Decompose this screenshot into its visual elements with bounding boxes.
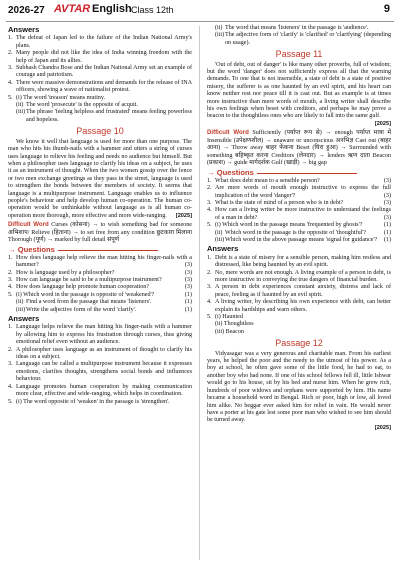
question-line	[215, 207, 391, 222]
question-item	[8, 270, 192, 277]
question-number: 4.	[8, 284, 13, 291]
answer-text: Many people did not like the idea of India winning freedom with the help of Japan and its allies.	[16, 50, 192, 64]
answer-item	[8, 324, 192, 346]
questions-label: Questions	[17, 245, 55, 255]
answer-subnumber: (iii)	[16, 109, 26, 116]
question-item	[207, 178, 391, 185]
questions-heading	[207, 169, 391, 176]
answer-pair	[207, 321, 391, 328]
answer-number: 5.	[8, 398, 13, 405]
answer-subitem	[207, 329, 391, 336]
answer-item	[8, 35, 192, 50]
answer-subnumber: (ii)	[215, 25, 223, 31]
question-line	[26, 307, 192, 314]
question-subnumber: (ii)	[215, 229, 223, 236]
answer-item	[8, 347, 192, 362]
answer-subitem	[207, 32, 391, 47]
marks: (3)	[383, 199, 391, 206]
answer-subnumber: (iii)	[215, 32, 225, 39]
header-subject: English	[92, 3, 132, 15]
passage-text	[8, 139, 192, 220]
question-item	[8, 255, 192, 270]
marks: (3)	[383, 192, 391, 199]
answer-text: A philosopher uses language as an instrument of thought to clarify his ideas on a subject.	[16, 346, 192, 361]
marks: (3)	[184, 277, 192, 283]
question-line	[225, 230, 391, 237]
question-subnumber: (ii)	[16, 299, 24, 306]
answer-item	[8, 399, 192, 406]
answer-text: The adjective form of 'clarify' is 'clarified' or 'clarifying' (depending on usage).	[225, 32, 391, 46]
questions-label: Questions	[216, 168, 254, 178]
question-text: Are mere words of mouth enough instructive to express the full implication of the word 'danger'?	[215, 185, 391, 199]
answer-number: 2.	[207, 269, 212, 276]
year-tag: [2025]	[175, 212, 192, 219]
answer-text: (i) The word 'treason' means mutiny.	[16, 94, 106, 101]
marks: (3)	[184, 284, 192, 291]
question-line	[26, 299, 192, 306]
question-line	[215, 222, 391, 229]
answer-item	[8, 65, 192, 80]
passage-text	[207, 351, 391, 425]
header-rule	[6, 21, 394, 22]
marks: (1)	[383, 236, 391, 243]
question-item	[207, 222, 391, 229]
marks: (3)	[184, 269, 192, 276]
answer-text: Subhash Chandra Bose and the Indian National Army set an example of courage and patriotism.	[16, 65, 192, 79]
answer-item	[8, 361, 192, 383]
difficult-word-title: Difficult Word	[8, 221, 49, 229]
question-text: Which word in the passage is the opposite of 'thoughtful'?	[225, 229, 367, 236]
passage-body: We know it well that language is used for more than one purpose. The man who hits his thumb-nails with a hammer and utters a string of curses uses language to relieve his feeling and needs no audience but himself. But when a philosopher uses language to clarify his ideas on a subject, he uses it as an instrument of thought. When the two women gossip over the fence or two men exchange greetings as they pass in the street, language is used to strengthen the bonds between the members of society. It seems that language is a multipurpose instrument. Language enables us to influence people's behaviour and help develop human co-operation. The human co-operation would be unthinkable without language as is all human co-operation more thorough, more effective and more wide-ranging.	[8, 138, 192, 219]
question-item	[207, 185, 391, 200]
answer-text: A person in debt experiences constant anxiety, distress and lack of peace, feeling as if haunted by an evil spirit.	[215, 284, 391, 298]
answer-text: (iii) Beacon	[215, 328, 244, 335]
answer-text: Language promotes human cooperation by making communication more clear, effective and wide-ranging, which helps in coordination.	[16, 383, 192, 398]
difficult-words	[8, 221, 192, 244]
marks: (3)	[383, 214, 391, 221]
answer-text: (i) Haunted	[215, 314, 243, 321]
question-line	[16, 270, 192, 277]
question-text: Find a word from the passage that means 'listeners'.	[26, 299, 152, 306]
answer-number: 1.	[8, 324, 13, 331]
question-subitem	[207, 237, 391, 244]
marks: (3)	[383, 177, 391, 184]
question-item	[207, 207, 391, 222]
question-text: What does debt mean to a sensible person?	[215, 177, 320, 184]
answer-text: (ii) Thoughtless	[215, 321, 254, 328]
question-number: 1.	[207, 177, 212, 184]
question-text: How does language help relieve the man hitting his finger-nails with a hammer?	[16, 254, 192, 269]
question-number: 5.	[8, 291, 13, 298]
question-line	[215, 185, 391, 200]
answer-text: (i) The word opposite of 'weaken' in the passage is 'strengthen'.	[16, 398, 170, 405]
answer-item	[8, 80, 192, 95]
marks: (3)	[184, 262, 192, 269]
answer-number: 3.	[8, 361, 13, 368]
answer-item	[8, 50, 192, 65]
question-text: Which word in the above passage means 'signal for guidance'?	[225, 236, 378, 243]
question-number: 3.	[207, 199, 212, 206]
answer-item	[207, 270, 391, 285]
marks: (1)	[383, 222, 391, 229]
answer-number: 4.	[8, 383, 13, 390]
answer-number: 2.	[8, 50, 13, 57]
answer-text: The defeat of Japan led to the failure of the Indian National Army's plans.	[16, 35, 192, 49]
question-subnumber: (iii)	[16, 306, 26, 313]
arrow-icon: →	[207, 168, 215, 178]
question-text: (i) Which word in the passage is opposite of 'weakened'?	[16, 291, 155, 298]
passage-body: 'Out of debt, out of danger' is like many other proverbs, full of wisdom; but the word 'danger' does not sufficiently express all that the warning demands. To one that is not insensible, a state of debt is a state of positive misery, the sufferer is as one haunted by an evil spirit, and his heart can know neither rest nor peace till it is cast out. But as example is at times more instructive than mere words of mouth, a living writer shall describe his own feelings when beset with creditors, and perhaps he may prove a beacon to the thoughtless ones who are likely to fall into the same gulf.	[207, 61, 391, 120]
answer-number: 4.	[207, 299, 212, 306]
answer-text: There were massive demonstrations and demands for the release of INA officers, showing a wave of nationalist protest.	[16, 79, 192, 94]
marks: (1)	[184, 306, 192, 313]
question-number: 2.	[207, 185, 212, 192]
answer-item	[8, 384, 192, 399]
difficult-word-text: Curses (कोसना) → to wish something bad for someone अभिशाप/ Relieve (हिताना) → to set free from any condition छुटकारा मिलाना Thorough (पूर्ण) → marked by full detail संपूर्ण	[8, 222, 192, 243]
question-item	[8, 284, 192, 291]
brand-logo: AVTAR	[54, 3, 91, 15]
difficult-word-text: Sufficiently (पर्याप्त रूप से) → enough पर्याप्त मात्रा में Insensible (उपेक्षणशील) → unaware or unconscious अनभिज्ञ Cast out (बाहर आना) → Throw away बाहर फेंकना Beset (घिरा हुआ) → Surrounded with something बहिष्कृत करना Creditors (लेनदार) → lenders ऋण दाता Beacon (प्रकाश) → guide मार्गदर्शक Gulf (खाड़ी) → big gap	[207, 130, 391, 166]
left-column	[8, 25, 192, 406]
question-number: 5.	[207, 222, 212, 229]
question-number: 1.	[8, 254, 13, 261]
question-number: 2.	[8, 269, 13, 276]
answer-number: 2.	[8, 346, 13, 353]
question-text: How can language be said to be a multipurpose instrument?	[16, 277, 162, 283]
question-line	[225, 237, 391, 244]
question-text: How can a living writer be more instructive to understand the feelings of a man in debt?	[215, 207, 391, 221]
answer-text: The word 'prosecute' is the opposite of acquit.	[26, 102, 138, 109]
question-line	[215, 178, 391, 185]
answer-number: 1.	[8, 35, 13, 42]
question-line	[16, 255, 192, 270]
answer-text: The word that means 'listeners' in the passage is 'audience'.	[225, 25, 369, 31]
passage-title: Passage 12	[275, 338, 323, 349]
answer-item	[8, 95, 192, 102]
header-year: 2026-27	[8, 5, 45, 16]
answer-item	[207, 299, 391, 314]
answer-item	[207, 255, 391, 270]
questions-heading	[8, 246, 192, 253]
answers-heading: Answers	[8, 314, 40, 324]
answer-text: The phrase 'feeling helpless and frustrated' means feeling powerless and hopeless.	[26, 109, 192, 123]
answer-text: Debt is a state of misery for a sensible person, making him restless and distressed, like being haunted by an evil spirit.	[215, 254, 391, 269]
answer-number: 3.	[207, 284, 212, 291]
right-column	[207, 25, 391, 432]
heading-rule	[257, 173, 357, 174]
answers-heading: Answers	[8, 25, 40, 34]
year-tag: [2025]	[374, 424, 391, 431]
question-number: 3.	[8, 277, 13, 283]
answer-text: Language helps relieve the man hitting his finger-nails with a hammer by allowing him to express his frustration through curses, thus giving emotional relief even without an audience.	[16, 324, 192, 346]
passage-body: Vidyasagar was a very generous and charitable man. From his earliest years, he helped the poor and the needy to the utmost of his power. As a boy at school, he often gave some of the little food, he had to eat, to another boy who had none. If one of his school fellows fell ill, little Ishwar would go to his house, sit by his bed and nurse him. When he grew rich, hundreds of poor widows and orphans were supported by him. His name became a household word in Bengal. Rich or poor, high or low, all loved him alike. No beggar ever asked him for relief in vain. He would never have a porter at his gate lest some poor man who wished to see him should be turned away.	[207, 350, 391, 424]
answer-text: No, mere words are not enough. A living example of a person in debt, is more instructive in conveying the true dangers of financial burden.	[215, 269, 391, 283]
page-header	[0, 0, 400, 22]
question-text: Write the adjective form of the word 'clarify'.	[26, 306, 137, 313]
answer-number: 5.	[207, 314, 212, 321]
question-subitem	[8, 299, 192, 306]
answer-text: Language can be called a multipurpose instrument because it expresses emotions, clarifies thoughts, strengthens social bonds and influences behaviour.	[16, 361, 192, 383]
header-class: Class 12th	[131, 5, 174, 15]
marks: (1)	[383, 229, 391, 236]
question-number: 4.	[207, 207, 212, 214]
answer-number: 1.	[207, 254, 212, 261]
question-subnumber: (iii)	[215, 236, 225, 243]
question-text: How does language help promote human cooperation?	[16, 284, 150, 291]
question-subitem	[207, 230, 391, 237]
answer-subitem	[8, 109, 192, 124]
question-text: How is language used by a philosopher?	[16, 269, 115, 276]
marks: (1)	[184, 291, 192, 298]
passage-title: Passage 10	[76, 126, 124, 137]
column-divider	[199, 26, 200, 560]
passage-text	[207, 62, 391, 121]
question-text: What is the state of mind of a person who is in debt?	[215, 199, 344, 206]
passage-title: Passage 11	[275, 49, 323, 60]
answer-item	[207, 284, 391, 299]
answer-number: 3.	[8, 65, 13, 72]
question-line	[16, 284, 192, 291]
marks: (1)	[184, 299, 192, 306]
heading-rule	[58, 250, 158, 251]
answer-number: 4.	[8, 79, 13, 86]
difficult-words	[207, 129, 391, 167]
answers-heading: Answers	[207, 244, 239, 254]
difficult-word-title: Difficult Word	[207, 129, 249, 137]
arrow-icon: →	[8, 245, 16, 255]
question-subitem	[8, 307, 192, 314]
answer-number: 5.	[8, 94, 13, 101]
answer-subnumber: (ii)	[16, 102, 24, 109]
year-tag: [2025]	[374, 120, 391, 127]
answer-text: A living writer, by describing his own experience with debt, can better explain its hardships and warn others.	[215, 299, 391, 313]
page-number: 9	[383, 3, 390, 15]
question-text: (i) Which word in the passage means 'frequented by ghosts'?	[215, 222, 363, 229]
